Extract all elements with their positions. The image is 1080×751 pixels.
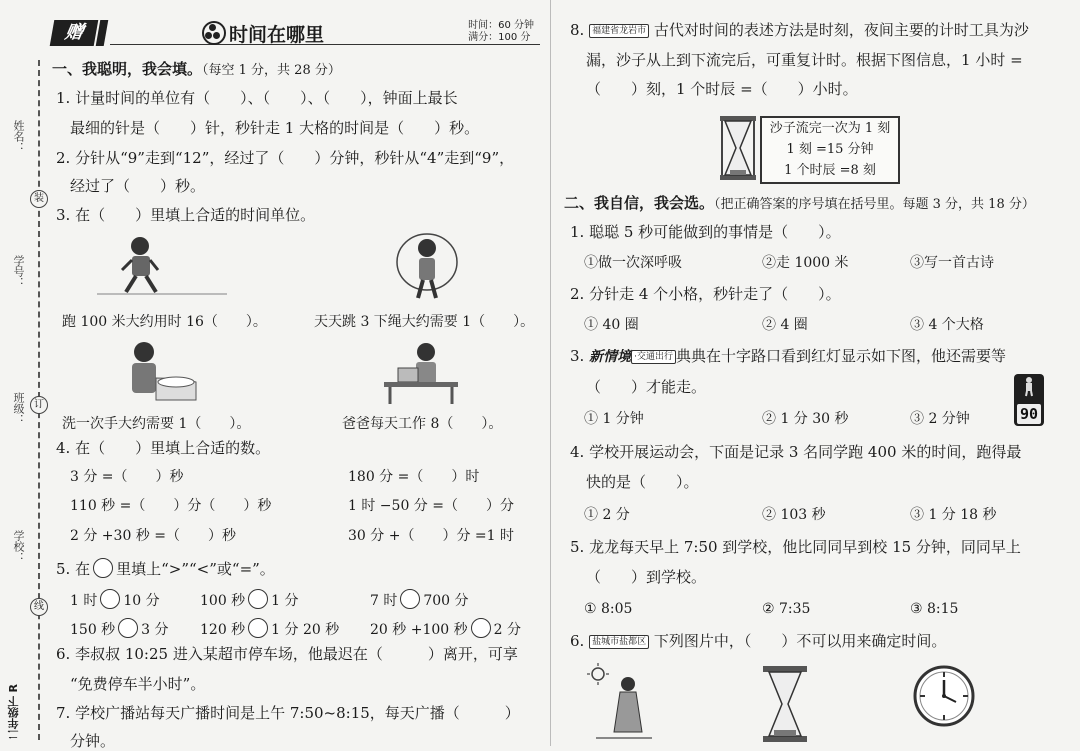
- q7-line-2: 分钟。: [70, 732, 116, 750]
- q5-c4-right: 3 分: [141, 622, 169, 638]
- c5-option-3[interactable]: ③ 8:15: [910, 601, 959, 617]
- c1-line-1: 1. 聪聪 5 秒可能做到的事情是（ ）。: [570, 223, 841, 241]
- q3-caption-working: 爸爸每天工作 8（ ）。: [342, 416, 503, 432]
- washing-hands-illustration: [116, 338, 206, 408]
- q1-line-2: 最细的针是（ ）针，秒针走 1 大格的时间是（ ）秒。: [70, 119, 480, 137]
- q1-line-1: 1. 计量时间的单位有（ ）、（ ）、（ ），钟面上最长: [56, 89, 458, 107]
- c5-option-2[interactable]: ② 7:35: [762, 601, 811, 617]
- exam-meta: [468, 20, 534, 44]
- column-divider: [550, 0, 551, 746]
- c3-topic-tag: ·交通出行: [631, 350, 676, 364]
- c4-line-2: 快的是（ ）。: [586, 473, 699, 491]
- q4-line-1: 4. 在（ ）里填上合适的数。: [56, 439, 271, 457]
- c4-option-1[interactable]: ① 2 分: [584, 507, 630, 523]
- q4-item-5: 2 分 +30 秒 =（ ）秒: [70, 528, 236, 544]
- running-boy-illustration: [92, 232, 232, 302]
- q5-c1-left: 1 时: [70, 593, 98, 609]
- q5-c4-left: 150 秒: [70, 622, 116, 638]
- answer-circle[interactable]: [118, 618, 138, 638]
- q8-number: 8.: [570, 21, 585, 39]
- c2-option-2[interactable]: ② 4 圈: [762, 317, 808, 333]
- student-id-label: 学号：: [12, 255, 25, 288]
- answer-circle[interactable]: [248, 589, 268, 609]
- header-rule: [110, 44, 540, 45]
- right-column: [560, 0, 1060, 746]
- q5-c2-left: 100 秒: [200, 593, 246, 609]
- worksheet-title: [202, 20, 324, 47]
- c3-number: 3.: [570, 347, 585, 365]
- q8-line-1: [570, 20, 1029, 40]
- c2-line-1: 2. 分针走 4 个小格，秒针走了（ ）。: [570, 285, 841, 303]
- q3-line-1: 3. 在（ ）里填上合适的时间单位。: [56, 206, 316, 224]
- traffic-light-icon: [1014, 374, 1044, 426]
- c3-option-3[interactable]: ③ 2 分钟: [910, 411, 970, 427]
- q5-compare-3: [370, 589, 469, 611]
- time-limit: 时间：60 分钟: [468, 20, 534, 31]
- q5-c2-right: 1 分: [271, 593, 299, 609]
- q5-compare-1: [70, 589, 160, 611]
- c5-option-1[interactable]: ① 8:05: [584, 601, 633, 617]
- c3-option-1[interactable]: ① 1 分钟: [584, 411, 644, 427]
- q3-caption-jumprope: 天天跳 3 下绳大约需要 1（ ）。: [314, 314, 535, 330]
- info-line-2: 1 刻 =15 分钟: [786, 142, 874, 157]
- c2-option-1[interactable]: ① 40 圈: [584, 317, 639, 333]
- c5-line-2: （ ）到学校。: [586, 568, 707, 586]
- binding-mark-3: 线: [30, 598, 48, 616]
- q5-c6-left: 20 秒 +100 秒: [370, 622, 468, 638]
- q5-compare-5: [200, 618, 339, 640]
- q5-line-1: [56, 558, 275, 579]
- answer-circle[interactable]: [100, 589, 120, 609]
- c3-new-context-tag: 新情境: [589, 349, 632, 365]
- answer-circle[interactable]: [248, 618, 268, 638]
- c4-option-2[interactable]: ② 103 秒: [762, 507, 826, 523]
- compare-circle-icon: [93, 558, 113, 578]
- q5-compare-6: [370, 618, 521, 640]
- q4-item-4: 1 时 −50 分 =（ ）分: [348, 498, 514, 514]
- q5-text-a: 5. 在: [56, 560, 91, 578]
- q5-c5-right: 1 分 20 秒: [271, 622, 340, 638]
- hourglass-info-box: [760, 116, 900, 184]
- q8-line-3: （ ）刻，1 个时辰 =（ ）小时。: [586, 80, 858, 98]
- q5-c1-right: 10 分: [123, 593, 160, 609]
- clover-logo-icon: [202, 21, 226, 45]
- q3-caption-washing: 洗一次手大约需要 1（ ）。: [62, 416, 251, 432]
- c3-line-2: （ ）才能走。: [586, 378, 707, 396]
- q5-compare-4: [70, 618, 169, 640]
- q8-region-tag: 福建省龙岩市: [589, 24, 649, 38]
- q5-c3-left: 7 时: [370, 593, 398, 609]
- q4-item-2: 180 分 =（ ）时: [348, 469, 480, 485]
- q4-item-1: 3 分 =（ ）秒: [70, 469, 184, 485]
- binding-mark-2: 订: [30, 396, 48, 414]
- q3-caption-running: 跑 100 米大约用时 16（ ）。: [62, 314, 267, 330]
- hourglass-option-icon: [760, 664, 810, 744]
- c6-line-1: [570, 631, 946, 651]
- father-working-illustration: [380, 338, 462, 408]
- info-line-1: 沙子流完一次为 1 刻: [769, 121, 891, 136]
- q5-c6-right: 2 分: [493, 622, 521, 638]
- c4-option-3[interactable]: ③ 1 分 18 秒: [910, 507, 997, 523]
- binding-margin: [0, 0, 48, 746]
- school-label: 学校：: [12, 530, 25, 563]
- c2-option-3[interactable]: ③ 4 个大格: [910, 317, 984, 333]
- section-2-heading: [564, 192, 1035, 213]
- worksheet-title-text: 时间在哪里: [229, 24, 325, 46]
- binding-mark-1: 装: [30, 190, 48, 208]
- c1-option-1[interactable]: ①做一次深呼吸: [584, 255, 682, 271]
- q5-compare-2: [200, 589, 299, 611]
- clock-icon: [912, 664, 976, 728]
- section-2-note: （把正确答案的序号填在括号里。每题 3 分，共 18 分）: [714, 197, 1035, 212]
- answer-circle[interactable]: [471, 618, 491, 638]
- q7-line-1: 7. 学校广播站每天广播时间是上午 7:50~8:15，每天广播（ ）: [56, 704, 520, 722]
- info-line-3: 1 个时辰 =8 刻: [784, 163, 876, 178]
- full-score: 满分：100 分: [468, 32, 531, 43]
- q8-text-1: 古代对时间的表述方法是时刻，夜间主要的计时工具为沙: [653, 21, 1029, 39]
- q5-c5-left: 120 秒: [200, 622, 246, 638]
- brand-label: 二年级下 R: [7, 683, 20, 740]
- q2-line-1: 2. 分针从“9”走到“12”，经过了（ ）分钟，秒针从“4”走到“9”，: [56, 149, 515, 167]
- c1-option-3[interactable]: ③写一首古诗: [910, 255, 994, 271]
- c3-line-1: [570, 346, 1006, 367]
- q4-item-3: 110 秒 =（ ）分（ ）秒: [70, 498, 272, 514]
- q8-line-2: 漏，沙子从上到下流完后，可重复计时。根据下图信息，1 小时 =: [586, 51, 1023, 69]
- section-1-heading: [52, 58, 341, 79]
- jump-rope-boy-illustration: [392, 232, 462, 304]
- sun-and-person-illustration: [586, 662, 656, 742]
- answer-circle[interactable]: [400, 589, 420, 609]
- c6-text-1: 下列图片中，（ ）不可以用来确定时间。: [653, 632, 947, 650]
- c6-region-tag: 盐城市盐都区: [589, 635, 649, 649]
- worksheet-header: [52, 20, 540, 48]
- left-column: [52, 0, 540, 750]
- section-1-title: 一、我聪明，我会填。: [52, 60, 203, 78]
- c3-text-1: 典典在十字路口看到红灯显示如下图，他还需要等: [675, 347, 1006, 365]
- class-label: 班级：: [12, 392, 25, 425]
- q5-c3-right: 700 分: [423, 593, 469, 609]
- q6-line-2: “免费停车半小时”。: [70, 675, 206, 693]
- countdown-display: 90: [1017, 404, 1041, 424]
- q4-item-6: 30 分 +（ ）分 =1 时: [348, 528, 514, 544]
- name-label: 姓名：: [12, 120, 25, 153]
- q6-line-1: 6. 李叔叔 10:25 进入某超市停车场，他最迟在（ ）离开，可享: [56, 645, 518, 663]
- hourglass-icon: [718, 114, 758, 182]
- c4-line-1: 4. 学校开展运动会，下面是记录 3 名同学跑 400 米的时间，跑得最: [570, 443, 1022, 461]
- q5-text-b: 里填上“>”“<”或“=”。: [116, 560, 275, 578]
- gift-badge: 赠: [50, 20, 99, 46]
- c1-option-2[interactable]: ②走 1000 米: [762, 255, 849, 271]
- section-1-note: （每空 1 分，共 28 分）: [202, 63, 341, 78]
- c5-line-1: 5. 龙龙每天早上 7:50 到学校，他比同同早到校 15 分钟，同同早上: [570, 538, 1021, 556]
- c6-number: 6.: [570, 632, 585, 650]
- q2-line-2: 经过了（ ）秒。: [70, 177, 206, 195]
- c3-option-2[interactable]: ② 1 分 30 秒: [762, 411, 849, 427]
- pedestrian-icon: [1014, 374, 1044, 398]
- section-2-title: 二、我自信，我会选。: [564, 194, 715, 212]
